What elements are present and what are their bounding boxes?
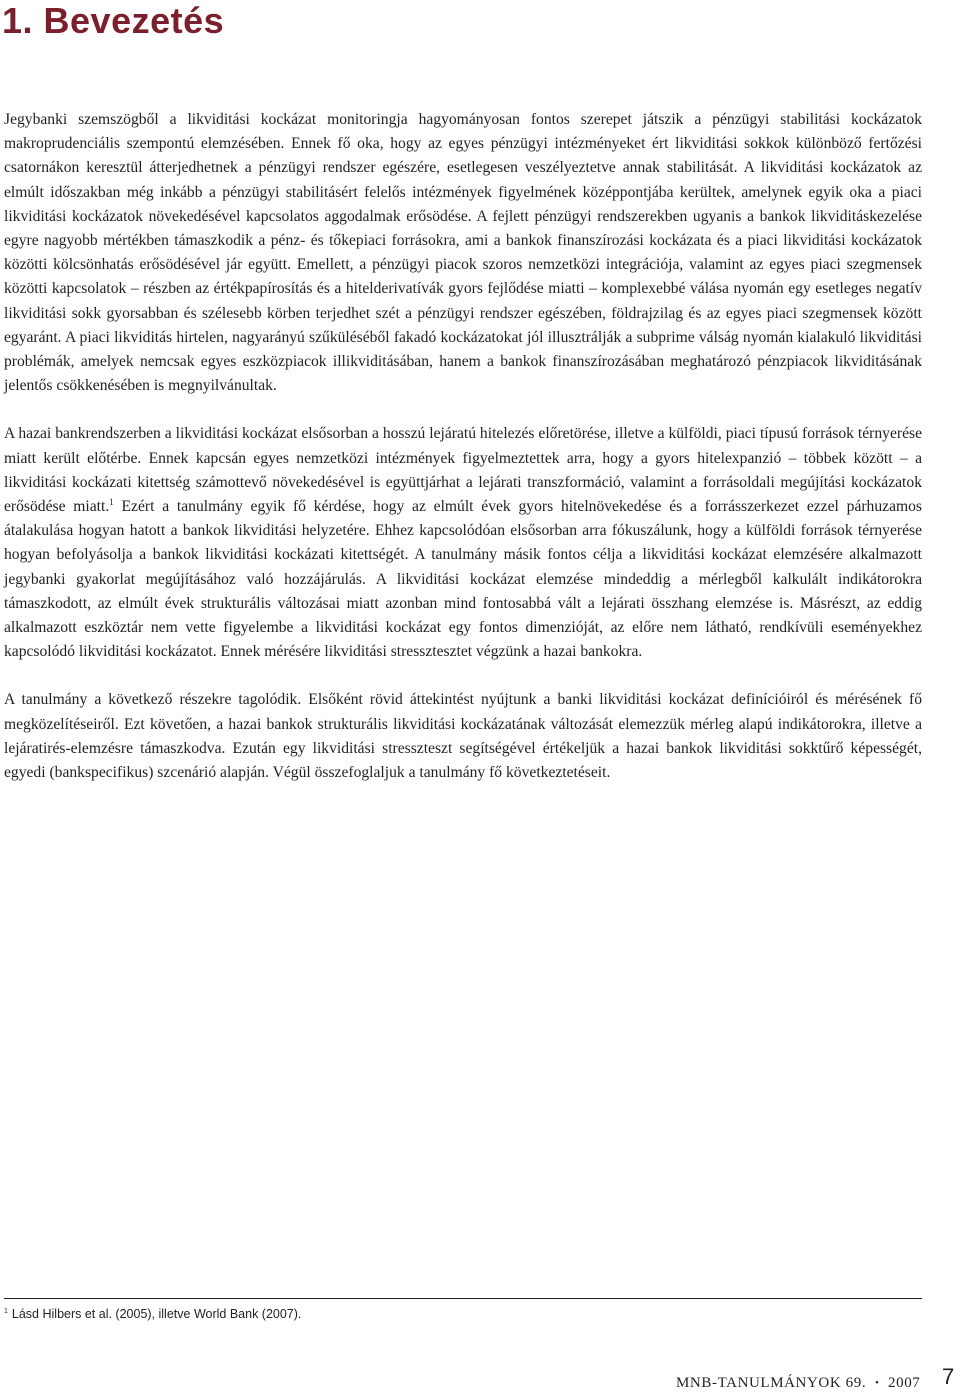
paragraph-2-text-after-note: Ezért a tanulmány egyik fő kérdése, hogy az elmúlt évek gyors hitelnövekedése és a forrásszerkezet ezzel párhuzamos átalakulása hogyan hatott a bankok likviditási helyzetére. Ehhez kapcsolódóan elsősorban arra fókuszálunk, hogy a külföldi források térnyerése hogyan befolyásolja a bankok likviditási kockázati kitettségét. A tanulmány másik fontos célja a likviditási kockázat elemzésére alkalmazott jegybanki gyakorlat megújításához való hozzájárulás. A likviditási kockázat elemzése mindeddig a mérlegből kalkulált indikátorokra támaszkodott, az elmúlt évek strukturális változásai miatt azonban mind fontosabbá vált a lejárati összhang elemzése is. Másrészt, az eddig alkalmazott eszköztár nem vette figyelembe a likviditási kockázat egy fontos dimenzióját, az előre nem látható, rendkívüli eseményekhez kapcsolódó likviditási kockázatot. Ennek mérésére likviditási stressztesztet végzünk a hazai bankokra.: [4, 498, 922, 661]
paragraph-2-text-before-note: A hazai bankrendszerben a likviditási kockázat elsősorban a hosszú lejáratú hitelezés előretörése, illetve a külföldi, piaci típusú források térnyerése miatt került előtérbe. Ennek kapcsán egyes nemzetközi intézmények figyelmeztettek arra, hogy a gyors hitelexpanzió – többek között – a likviditási kockázati kitettség számottevő növekedésével is együttjárhat a lejárati transzformáció, valamint a forrásoldali megújítási kockázatok erősödése miatt.: [4, 425, 922, 516]
chapter-title: 1. Bevezetés: [2, 0, 225, 41]
footer-bullet-separator: •: [875, 1377, 879, 1389]
footnote-text: Lásd Hilbers et al. (2005), illetve World Bank (2007).: [11, 1307, 302, 1322]
paragraph-1: Jegybanki szemszögből a likviditási kockázat monitoringja hagyományosan fontos szerepet játszik a pénzügyi stabilitási kockázatok makroprudenciális szempontú elemzésében. Ennek fő oka, hogy az egyes pénzügyi intézményeket ért likviditási sokkok különböző fertőzési csatornákon keresztül átterjedhetnek a pénzügyi rendszer egészére, esetlegesen veszélyeztetve annak stabilitását. A likviditási kockázatok az elmúlt időszakban még inkább a pénzügyi stabilitásért felelős intézmények figyelmének középpontjába kerültek, amelynek egyik oka a piaci likviditási kockázatok növekedésével kapcsolatos aggodalmak erősödése. A fejlett pénzügyi rendszerekben ugyanis a bankok likviditáskezelése egyre nagyobb mértékben támaszkodik a pénz- és tőkepiaci forrásokra, ami a bankok finanszírozási kockázata és a piaci likviditási kockázatok közötti kölcsönhatás erősödésével jár együtt. Emellett, a pénzügyi piacok szoros nemzetközi integrációja, valamint az egyes piaci szegmensek közötti kapcsolatok – részben az értékpapírosítás és a hitelderivatívák gyors fejlődése miatti – komplexebbé válása nyomán egy esetleges negatív likviditási sokk gyorsabban és szélesebb körben terjedhet szét a pénzügyi rendszer egészében, földrajzilag és az egyes piaci szegmensek között egyaránt. A piaci likviditás hirtelen, nagyarányú szűküléséből fakadó kockázatokat jól illusztrálják a subprime válság nyomán kialakuló likviditási problémák, amelyek nemcsak egyes eszközpiacok illikviditásában, hanem a bankok finanszírozásában meghatározó pénzpiacok likviditásának jelentős csökkenésében is megnyilvánultak.: [4, 111, 922, 395]
footer-year: 2007: [888, 1375, 921, 1391]
body-text: [4, 108, 922, 809]
page-number: 7: [942, 1364, 955, 1389]
footnote-reference-mark[interactable]: 1: [109, 496, 114, 507]
footnote-mark: 1: [4, 1308, 8, 1315]
footnote: [4, 1304, 301, 1322]
footnote-divider: [4, 1298, 922, 1299]
paragraph-2: [4, 422, 922, 664]
footer-series-title: MNB-TANULMÁNYOK 69.: [676, 1375, 867, 1391]
paragraph-3: A tanulmány a következő részekre tagolódik. Elsőként rövid áttekintést nyújtunk a banki likviditási kockázat definícióiról és mérésének fő megközelítéseiről. Ezt követően, a hazai bankok strukturális likviditási kockázatának változását elemezzük mérleg alapú indikátorokra, illetve a lejáratirés-elemzésre támaszkodva. Ezután egy likviditási stresszteszt segítségével értékeljük a hazai bankok likviditási sokktűrő képességét, egyedi (bankspecifikus) szcenárió alapján. Végül összefoglaljuk a tanulmány fő következtetéseit.: [4, 691, 922, 782]
